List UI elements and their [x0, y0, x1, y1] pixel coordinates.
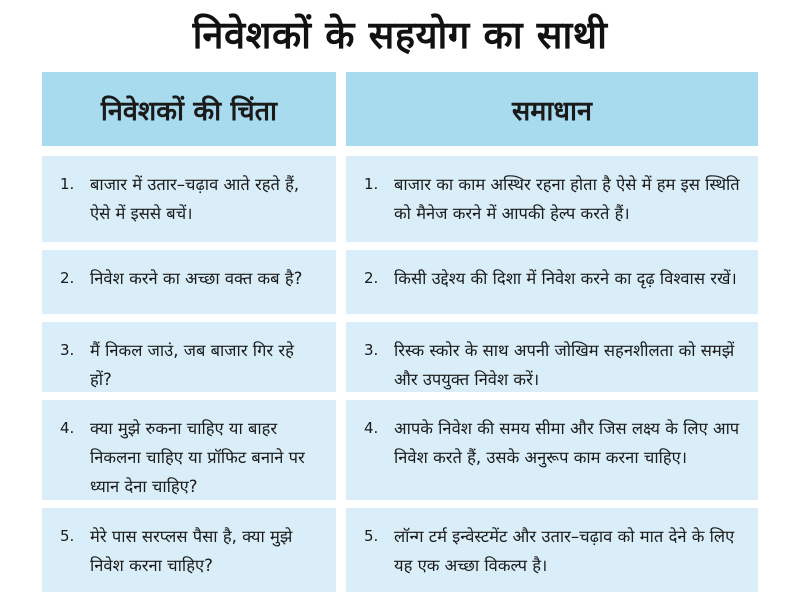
solution-number: 5.	[364, 527, 379, 545]
solution-number: 2.	[364, 269, 379, 287]
solution-text: लॉन्ग टर्म इन्वेस्टमेंट और उतार–चढ़ाव को मात देने के लिए यह एक अच्छा विकल्प है।	[394, 527, 735, 575]
solution-row-2	[346, 250, 758, 314]
solution-row-5	[346, 508, 758, 592]
solution-row-3	[346, 322, 758, 392]
header-solutions: समाधान	[346, 72, 758, 146]
solution-row-1	[346, 156, 758, 242]
concern-text: मैं निकल जाउं, जब बाजार गिर रहे हों?	[90, 341, 294, 389]
concern-text: क्या मुझे रुकना चाहिए या बाहर निकलना चाहिए या प्रॉफिट बनाने पर ध्यान देना चाहिए?	[90, 419, 305, 496]
solution-number: 1.	[364, 175, 379, 193]
concern-number: 3.	[60, 341, 75, 359]
solution-text: बाजार का काम अस्थिर रहना होता है ऐसे में हम इस स्थिति को मैनेज करने में आपकी हेल्प करते हैं।	[394, 175, 740, 223]
concern-row-1	[42, 156, 336, 242]
concern-row-5	[42, 508, 336, 592]
solution-text: रिस्क स्कोर के साथ अपनी जोखिम सहनशीलता को समझें और उपयुक्त निवेश करें।	[394, 341, 735, 389]
concern-row-3	[42, 322, 336, 392]
page-title: निवेशकों के सहयोग का साथी	[192, 13, 608, 57]
solution-text: आपके निवेश की समय सीमा और जिस लक्ष्य के लिए आप निवेश करते हैं, उसके अनुरूप काम करना चाहिए।	[394, 419, 740, 467]
concern-number: 1.	[60, 175, 75, 193]
concern-text: मेरे पास सरप्लस पैसा है, क्या मुझे निवेश करना चाहिए?	[90, 527, 293, 575]
solution-row-4	[346, 400, 758, 500]
concern-text: बाजार में उतार–चढ़ाव आते रहते हैं, ऐसे में इससे बचें।	[90, 175, 300, 223]
concern-text: निवेश करने का अच्छा वक्त कब है?	[90, 269, 303, 288]
concern-number: 5.	[60, 527, 75, 545]
header-concerns: निवेशकों की चिंता	[42, 72, 336, 146]
concern-row-2	[42, 250, 336, 314]
solution-number: 4.	[364, 419, 379, 437]
concern-number: 2.	[60, 269, 75, 287]
concern-row-4	[42, 400, 336, 500]
solution-number: 3.	[364, 341, 379, 359]
solution-text: किसी उद्देश्य की दिशा में निवेश करने का दृढ़ विश्वास रखें।	[394, 269, 737, 288]
concern-number: 4.	[60, 419, 75, 437]
